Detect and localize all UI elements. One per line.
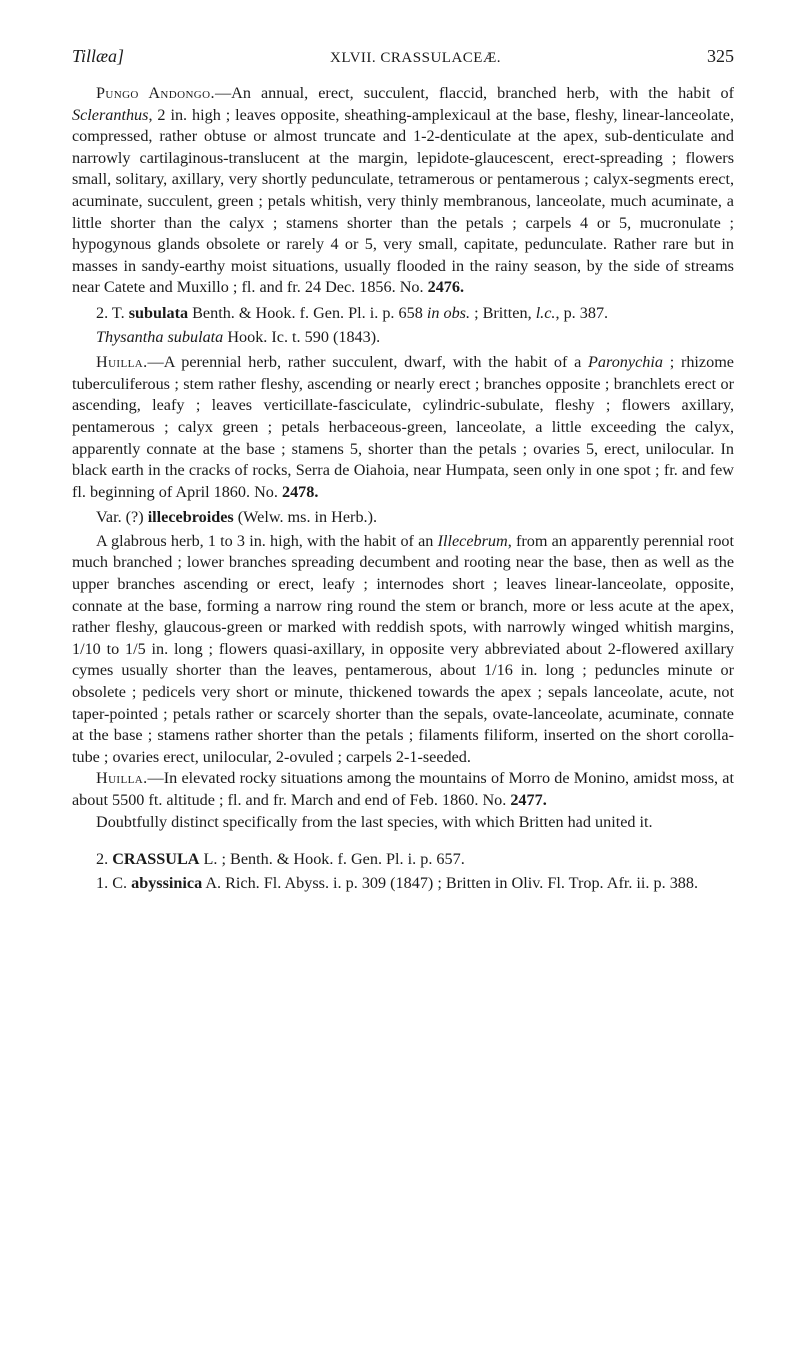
header-section: Tillæa] — [72, 46, 125, 66]
genus-name: Illecebrum — [437, 531, 508, 550]
genus-name: CRASSULA — [112, 850, 200, 869]
species-name: abyssinica — [131, 873, 203, 892]
page-number: 325 — [707, 46, 734, 66]
paragraph-note: Doubtfully distinct specifically from the last species, with which Britten had united it. — [96, 812, 653, 831]
genus-name: Scleranthus — [72, 105, 149, 124]
paragraph-huilla-2: Huilla.—In elevated rocky situations among the mountains of Morro de Monino, amidst moss, at about 5500 ft. altitude ; fl. and fr. March and end of Feb. 1860. No. 2477. — [72, 769, 734, 809]
variety-name: illecebroides — [147, 508, 234, 527]
paragraph-description-illecebroides: A glabrous herb, 1 to 3 in. high, with the habit of an Illecebrum, from an apparently perennial root much branched ; lower branches spreading decumbent and rooting near the base, then as well as the upper branches ascending or erect, leafy ; internodes short ; leaves linear-lanceolate, opposite, connate at the base, forming a narrow ring round the stem or branch, more or less acute at the apex, rather fleshy, glaucous-green or marked with reddish spots, with narrowly winged whitish margins, 1/10 to 1/5 in. long ; flowers quasi-axillary, in opposite very abbreviated about 2-flowered axillary cymes usually shorter than the leaves, pentamerous, about 1/16 in. long ; peduncles minute or obsolete ; pedicels very short or minute, thickened towards the apex ; sepals lanceolate, acute, not taper-pointed ; petals rather or scarcely shorter than the sepals, ovate-lanceolate, acuminate, connate at the base ; stamens rather shorter than the petals ; filaments filiform, inserted on the short corolla-tube ; ovaries erect, unilocular, 2-ovuled ; carpels 2-1-seeded. — [72, 531, 735, 766]
locality-label: Pungo Andongo. — [96, 84, 215, 102]
specimen-number: 2478. — [281, 482, 319, 501]
locality-label: Huilla. — [96, 353, 148, 372]
header-chapter: XLVII. CRASSULACEÆ. — [329, 50, 502, 66]
species-name: subulata — [128, 303, 189, 322]
species-heading-subulata: 2. T. subulata Benth. & Hook. f. Gen. Pl. i. p. 658 in obs. ; Britten, l.c., p. 387. — [96, 303, 609, 322]
synonym-thysantha: Thysantha subulata Hook. Ic. t. 590 (1843). — [96, 327, 381, 346]
synonym-name: Thysantha subulata — [96, 327, 224, 346]
genus-heading-crassula: 2. CRASSULA L. ; Benth. & Hook. f. Gen. Pl. i. p. 657. — [96, 850, 465, 869]
paragraph-pungo-andongo: Pungo Andongo.—An annual, erect, succulent, flaccid, branched herb, with the habit of Scleranthus, 2 in. high ; leaves opposite, sheathing-amplexicaul at the base, fleshy, linear-lanceolate, compressed, rather obtuse or almost truncate and 1-2-denticulate at the apex, sub-denticulate and narrowly cartilaginous-translucent at the margin, lepidote-glaucescent, erect-spreading ; flowers small, solitary, axillary, very shortly pedunculate, tetramerous or pentamerous ; calyx-segments erect, acuminate, succulent, green ; petals whitish, very thinly membranous, lanceolate, much acuminate, a little shorter than the calyx ; stamens shorter than the petals ; carpels 4 or 5, mucronulate ; hypogynous glands obsolete or rarely 4 or 5, very small, capitate, pedunculate. Rather rare but in masses in sandy-earthy moist situations, usually flooded in the rainy season, by the side of streams near Catete and Muxillo ; fl. and fr. 24 Dec. 1856. No. 2476. — [72, 84, 734, 297]
locality-label: Huilla. — [96, 769, 148, 788]
specimen-number: 2477. — [510, 791, 547, 809]
species-heading-abyssinica: 1. C. abyssinica A. Rich. Fl. Abyss. i. p. 309 (1847) ; Britten in Oliv. Fl. Trop. Afr. ii. p. 388. — [96, 873, 699, 892]
variety-heading: Var. (?) illecebroides (Welw. ms. in Herb.). — [96, 508, 378, 527]
running-header — [72, 46, 734, 67]
paragraph-huilla-1: Huilla.—A perennial herb, rather succulent, dwarf, with the habit of a Paronychia ; rhizome tuberculiferous ; stem rather fleshy, ascending or nearly erect ; branches opposite ; branchlets erect or ascending, leafy ; leaves verticillate-fasciculate, cylindric-subulate, fleshy ; flowers axillary, pentamerous ; calyx green ; petals herbaceous-green, lanceolate, a little exceeding the calyx, apparently connate at the base ; stamens 5, shorter than the petals ; ovaries 5, erect, unilocular. In black earth in the cracks of rocks, Serra de Oiahoia, near Humpata, seen only in one spot ; fr. and few fl. beginning of April 1860. No. 2478. — [72, 353, 734, 501]
specimen-number: 2476. — [427, 278, 465, 297]
genus-name: Paronychia — [588, 353, 663, 372]
